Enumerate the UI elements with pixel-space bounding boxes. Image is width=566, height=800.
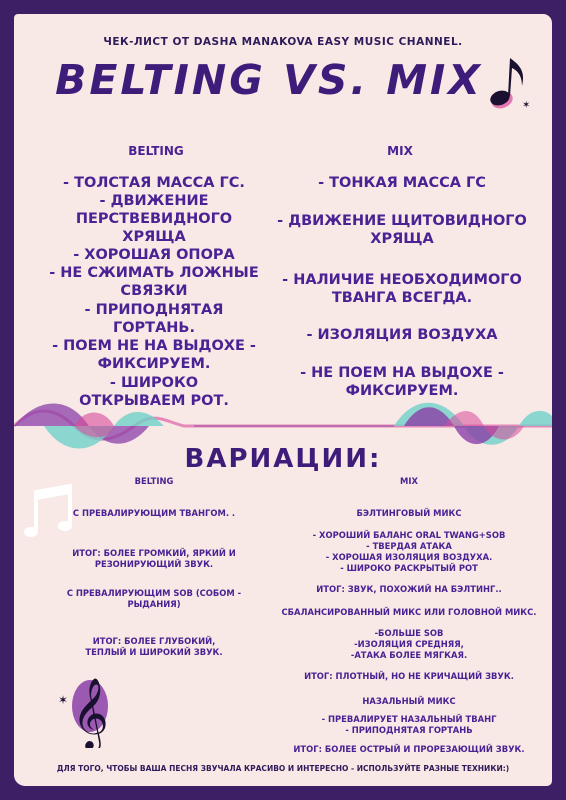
mix-item: - ИЗОЛЯЦИЯ ВОЗДУХА	[306, 327, 498, 343]
subtitle: ЧЕК-ЛИСТ ОТ DASHA MANAKOVA EASY MUSIC CHANNEL.	[103, 36, 463, 48]
belting-item: - НЕ СЖИМАТЬ ЛОЖНЫЕ СВЯЗКИ	[49, 265, 259, 299]
belting-variation: ИТОГ: БОЛЕЕ ГРОМКИЙ, ЯРКИЙ И РЕЗОНИРУЮЩИЙ ЗВУК.	[72, 548, 236, 569]
svg-text:✶: ✶	[58, 693, 69, 707]
mix-item: - ТОНКАЯ МАССА ГС	[318, 175, 486, 191]
mix-variation-result: ИТОГ: БОЛЕЕ ОСТРЫЙ И ПРОРЕЗАЮЩИЙ ЗВУК.	[293, 744, 525, 754]
mix-item: - НЕ ПОЕМ НА ВЫДОХЕ - ФИКСИРУЕМ.	[300, 365, 504, 399]
mix-variation: -БОЛЬШЕ SOB -ИЗОЛЯЦИЯ СРЕДНЯЯ, -АТАКА БОЛЕЕ МЯГКАЯ.	[350, 628, 468, 660]
mix-variation-title: НАЗАЛЬНЫЙ МИКС	[362, 696, 456, 706]
mix-variation-result: ИТОГ: ПЛОТНЫЙ, НО НЕ КРИЧАЩИЙ ЗВУК.	[304, 671, 514, 681]
mix-variation: - ХОРОШИЙ БАЛАНС ORAL TWANG+SOB - ТВЕРДАЯ АТАКА - ХОРОШАЯ ИЗОЛЯЦИЯ ВОЗДУХА. - ШИРОКО РАСКРЫТЫЙ РОТ	[312, 530, 506, 573]
page-title: BELTING VS. MIX	[55, 56, 483, 104]
footer-note: ДЛЯ ТОГО, ЧТОБЫ ВАША ПЕСНЯ ЗВУЧАЛА КРАСИВО И ИНТЕРЕСНО - ИСПОЛЬЗУЙТЕ РАЗНЫЕ ТЕХНИКИ:)	[56, 764, 510, 773]
mix-item: - ДВИЖЕНИЕ ЩИТОВИДНОГО ХРЯЩА	[277, 213, 527, 247]
svg-text:𝄞: 𝄞	[72, 676, 109, 748]
belting-item: - ПРИПОДНЯТАЯ ГОРТАНЬ.	[84, 302, 224, 336]
belting-item: - ДВИЖЕНИЕ ПЕРСТВЕВИДНОГО ХРЯЩА	[75, 193, 233, 245]
mix-variation-result: ИТОГ: ЗВУК, ПОХОЖИЙ НА БЭЛТИНГ..	[316, 584, 502, 594]
belting-variation: С ПРЕВАЛИРУЮЩИМ ТВАНГОМ. .	[72, 508, 236, 518]
mix-variation-title: СБАЛАНСИРОВАННЫЙ МИКС ИЛИ ГОЛОВНОЙ МИКС.	[281, 607, 537, 617]
belting-variation: С ПРЕВАЛИРУЮЩИМ SOB (СОБОМ - РЫДАНИЯ)	[66, 588, 242, 609]
mix-variation-title: БЭЛТИНГОВЫЙ МИКС	[356, 508, 462, 518]
belting-item: - ПОЕМ НЕ НА ВЫДОХЕ - ФИКСИРУЕМ.	[52, 338, 256, 372]
svg-text:✶: ✶	[522, 100, 531, 111]
checklist-sheet	[14, 14, 552, 786]
mix-variation: - ПРЕВАЛИРУЕТ НАЗАЛЬНЫЙ ТВАНГ - ПРИПОДНЯТАЯ ГОРТАНЬ	[321, 714, 497, 735]
mix-heading: MIX	[387, 144, 413, 158]
music-note-icon	[488, 52, 532, 116]
variations-belting-heading: BELTING	[134, 476, 174, 486]
belting-variation: ИТОГ: БОЛЕЕ ГЛУБОКИЙ, ТЕПЛЫЙ И ШИРОКИЙ ЗВУК.	[85, 636, 223, 657]
treble-clef-icon	[58, 664, 118, 748]
belting-item: - ТОЛСТАЯ МАССА ГС.	[63, 175, 245, 191]
variations-mix-heading: MIX	[400, 476, 418, 486]
belting-heading: BELTING	[128, 144, 184, 158]
belting-item: - ШИРОКО ОТКРЫВАЕМ РОТ.	[79, 375, 229, 409]
belting-item: - ХОРОШАЯ ОПОРА	[73, 247, 235, 263]
mix-item: - НАЛИЧИЕ НЕОБХОДИМОГО ТВАНГА ВСЕГДА.	[282, 272, 522, 306]
variations-title: ВАРИАЦИИ:	[184, 444, 382, 474]
